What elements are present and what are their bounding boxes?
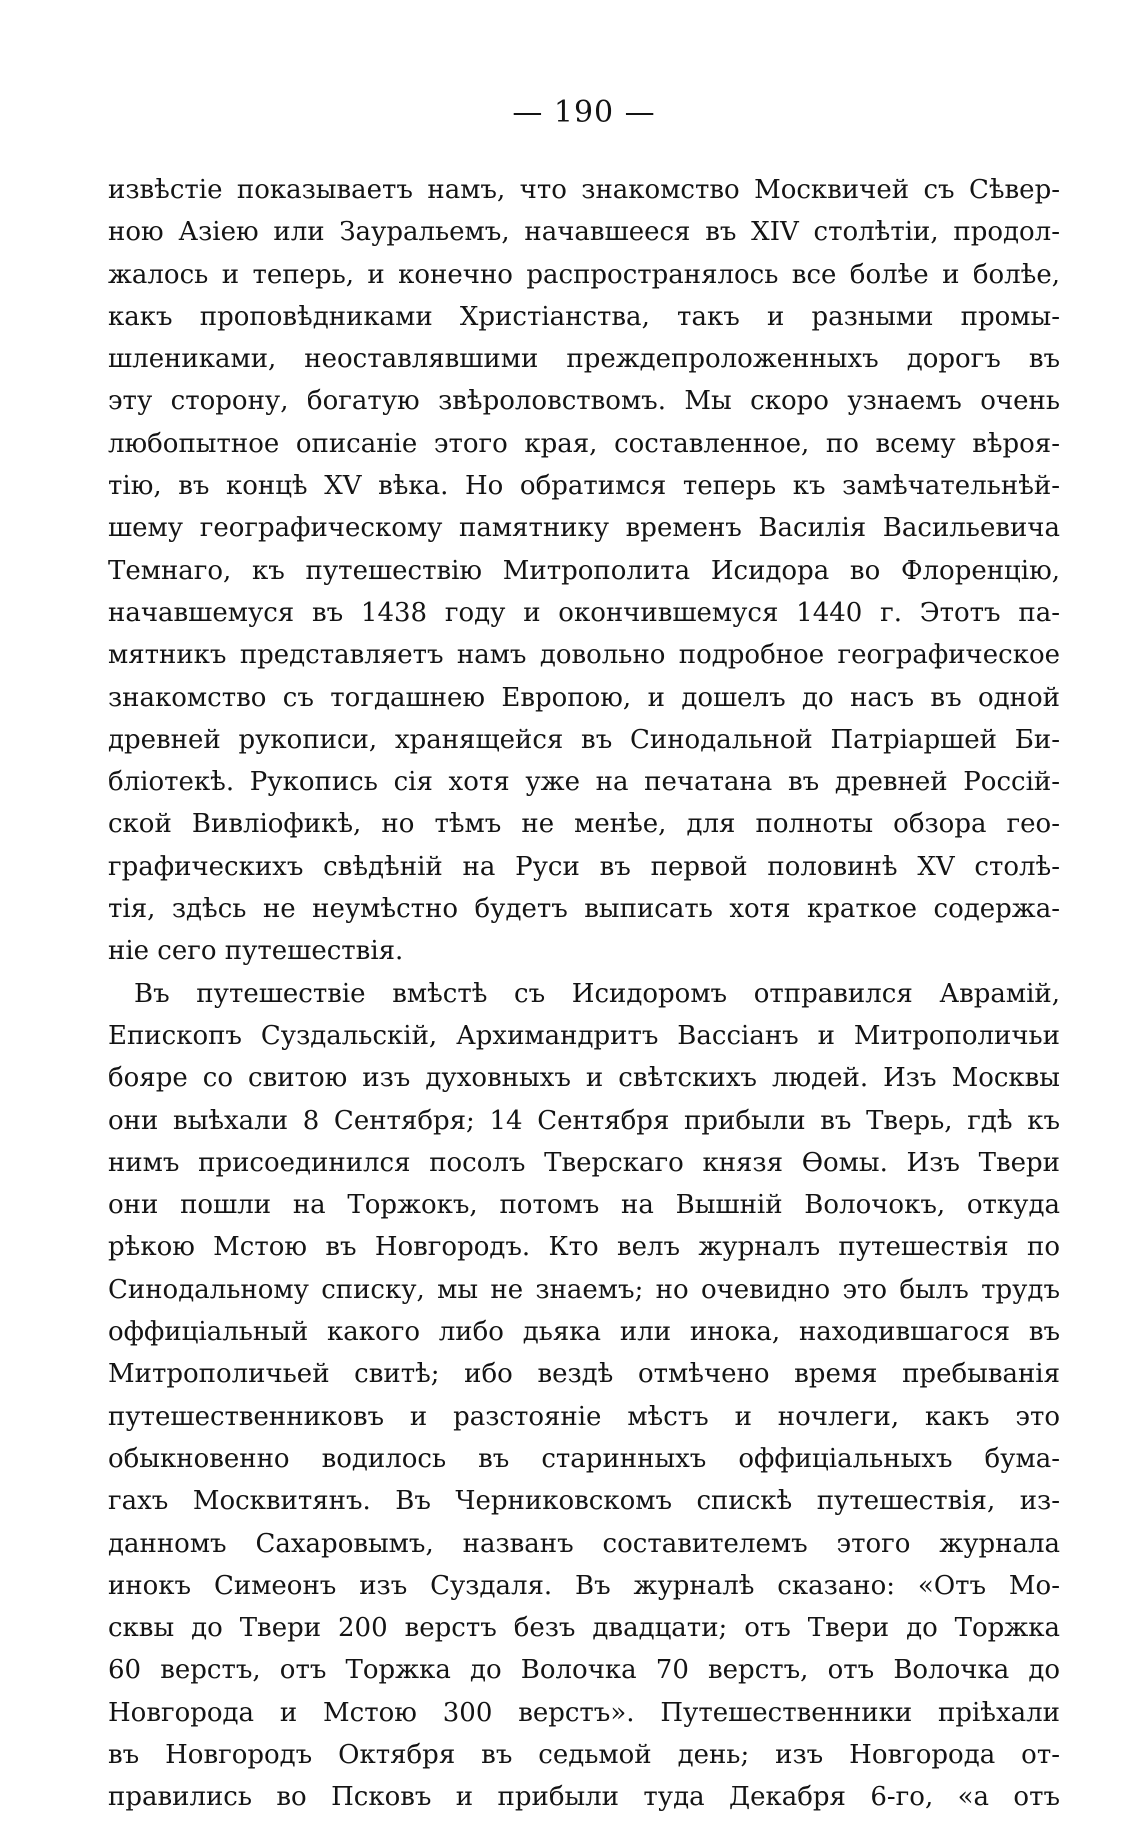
text-line: Митрополичьей свитѣ; ибо вездѣ отмѣчено время пребыванія bbox=[108, 1359, 1060, 1390]
text-line: ской Вивліофикѣ, но тѣмъ не менѣе, для полноты обзора гео- bbox=[108, 809, 1060, 840]
text-line: Епископъ Суздальскій, Архимандритъ Вассіанъ и Митрополичьи bbox=[108, 1020, 1060, 1051]
text-line: оффиціальный какого либо дьяка или инока, находившагося въ bbox=[108, 1317, 1060, 1348]
text-line: древней рукописи, хранящейся въ Синодальной Патріаршей Би- bbox=[108, 724, 1060, 755]
paragraph bbox=[108, 973, 1060, 1819]
text-line: инокъ Симеонъ изъ Суздаля. Въ журналѣ сказано: «Отъ Мо- bbox=[108, 1570, 1060, 1601]
text-line: Темнаго, къ путешествію Митрополита Исидора во Флоренцію, bbox=[108, 555, 1060, 586]
body-text bbox=[108, 169, 1060, 1819]
text-line: правились во Псковъ и прибыли туда Декабря 6-го, «а отъ bbox=[108, 1782, 1060, 1813]
text-line: 60 верстъ, отъ Торжка до Волочка 70 верстъ, отъ Волочка до bbox=[108, 1655, 1060, 1686]
text-line: шлениками, неоставлявшими преждепроложенныхъ дорогъ въ bbox=[108, 344, 1060, 375]
text-line: любопытное описаніе этого края, составленное, по всему вѣроя- bbox=[108, 428, 1060, 459]
text-line: рѣкою Мстою въ Новгородъ. Кто велъ журналъ путешествія по bbox=[108, 1232, 1060, 1263]
text-line: какъ проповѣдниками Христіанства, такъ и разными промы- bbox=[108, 301, 1060, 332]
text-line: мятникъ представляетъ намъ довольно подробное географическое bbox=[108, 640, 1060, 671]
text-line: данномъ Сахаровымъ, названъ составителемъ этого журнала bbox=[108, 1528, 1060, 1559]
paragraph bbox=[108, 169, 1060, 973]
text-line: жалось и теперь, и конечно распространялось все болѣе и болѣе, bbox=[108, 259, 1060, 290]
text-line: они выѣхали 8 Сентября; 14 Сентября прибыли въ Тверь, гдѣ къ bbox=[108, 1105, 1060, 1136]
text-line: сквы до Твери 200 верстъ безъ двадцати; отъ Твери до Торжка bbox=[108, 1613, 1060, 1644]
text-line: въ Новгородъ Октября въ седьмой день; изъ Новгорода от- bbox=[108, 1739, 1060, 1770]
text-line: гахъ Москвитянъ. Въ Черниковскомъ спискѣ путешествія, из- bbox=[108, 1486, 1060, 1517]
text-line: Синодальному списку, мы не знаемъ; но очевидно это былъ трудъ bbox=[108, 1274, 1060, 1305]
text-line: извѣстіе показываетъ намъ, что знакомство Москвичей съ Сѣвер- bbox=[108, 175, 1060, 205]
text-line: нимъ присоединился посолъ Тверскаго князя Ѳомы. Изъ Твери bbox=[108, 1147, 1060, 1178]
text-line: тію, въ концѣ XV вѣка. Но обратимся теперь къ замѣчательнѣй- bbox=[108, 471, 1060, 502]
text-line: они пошли на Торжокъ, потомъ на Вышній Волочокъ, откуда bbox=[108, 1190, 1060, 1221]
text-line: бліотекѣ. Рукопись сія хотя уже на печатана въ древней Россій- bbox=[108, 767, 1060, 798]
page-number: — 190 — bbox=[512, 95, 656, 130]
text-line: Новгорода и Мстою 300 верстъ». Путешественники пріѣхали bbox=[108, 1697, 1060, 1728]
text-line: ніе сего путешествія. bbox=[108, 936, 404, 967]
text-line: начавшемуся въ 1438 году и окончившемуся 1440 г. Этотъ па- bbox=[108, 597, 1060, 628]
text-line: знакомство съ тогдашнею Европою, и дошелъ до насъ въ одной bbox=[108, 682, 1060, 713]
text-line: обыкновенно водилось въ старинныхъ оффиціальныхъ бума- bbox=[108, 1443, 1060, 1474]
text-line: шему географическому памятнику временъ Василія Васильевича bbox=[108, 513, 1060, 544]
text-line: тія, здѣсь не неумѣстно будетъ выписать хотя краткое содержа- bbox=[108, 894, 1060, 925]
text-line: путешественниковъ и разстояніе мѣстъ и ночлеги, какъ это bbox=[108, 1401, 1060, 1432]
text-line: эту сторону, богатую звѣроловствомъ. Мы скоро узнаемъ очень bbox=[108, 386, 1060, 417]
text-line: ною Азіею или Зауральемъ, начавшееся въ XIV столѣтіи, продол- bbox=[108, 217, 1060, 248]
text-line: графическихъ свѣдѣній на Руси въ первой половинѣ XV столѣ- bbox=[108, 851, 1060, 882]
text-line: бояре со свитою изъ духовныхъ и свѣтскихъ людей. Изъ Москвы bbox=[108, 1063, 1060, 1094]
text-line: Въ путешествіе вмѣстѣ съ Исидоромъ отправился Аврамій, bbox=[134, 978, 1060, 1009]
